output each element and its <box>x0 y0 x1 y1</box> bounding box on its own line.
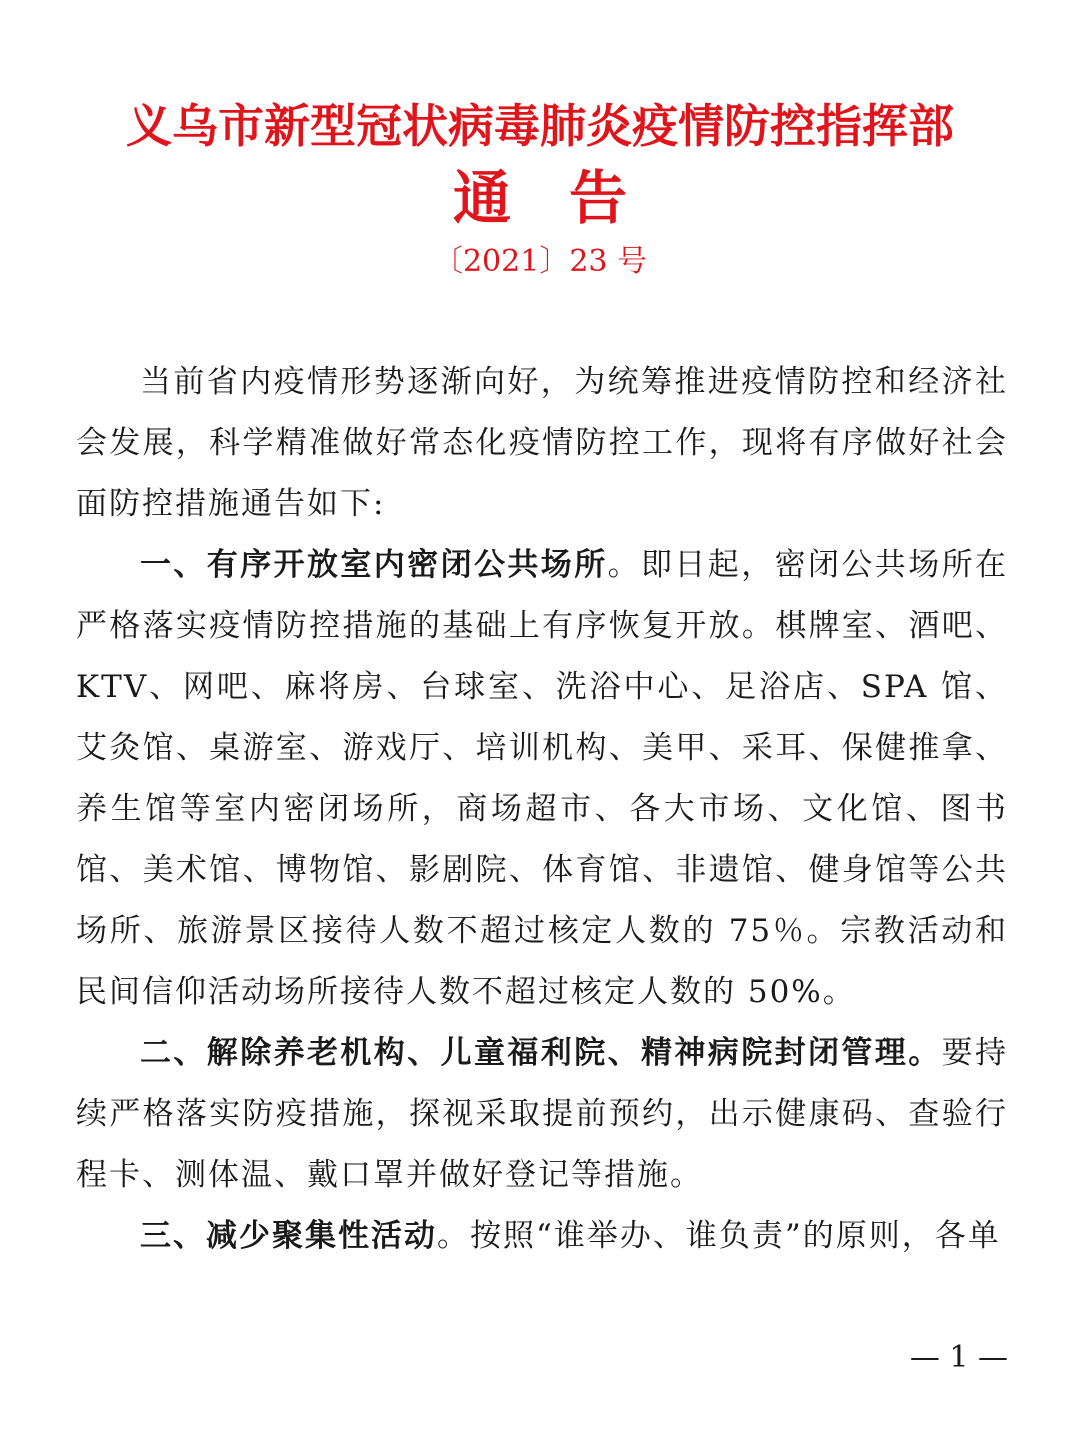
paragraph-1 <box>76 535 1008 1023</box>
paragraph-2-text: 要持续严格落实防疫措施，探视采取提前预约，出示健康码、查验行程卡、测体温、戴口罩并做好登记等措施。 <box>76 1035 1009 1193</box>
document-title: 义乌市新型冠状病毒肺炎疫情防控指挥部 <box>126 99 954 153</box>
document-body <box>76 352 1008 1267</box>
paragraph-2-heading: 二、解除养老机构、儿童福利院、精神病院封闭管理。 <box>140 1035 942 1071</box>
paragraph-1-heading: 一、有序开放室内密闭公共场所 <box>140 547 608 583</box>
page-number: — 1 — <box>909 1340 1008 1375</box>
subtitle-char-1: 通 <box>452 164 511 232</box>
paragraph-3 <box>76 1206 1008 1267</box>
paragraph-3-text: 。按照“谁举办、谁负责”的原则，各单 <box>437 1218 1001 1254</box>
paragraph-3-heading: 三、减少聚集性活动 <box>140 1218 437 1254</box>
paragraph-1-text: 。即日起，密闭公共场所在严格落实疫情防控措施的基础上有序恢复开放。棋牌室、酒吧、KTV、网吧、麻将房、台球室、洗浴中心、足浴店、SPA 馆、艾灸馆、桌游室、游戏厅、培训机构、美甲、采耳、保健推拿、养生馆等室内密闭场所，商场超市、各大市场、文化馆、图书馆、美术馆、博物馆、影剧院、体育馆、非遗馆、健身馆等公共场所、旅游景区接待人数不超过核定人数的 75％。宗教活动和民间信仰活动场所接待人数不超过核定人数的 50%。 <box>76 547 1009 1010</box>
paragraph-2 <box>76 1023 1008 1206</box>
subtitle-char-2: 告 <box>569 164 628 232</box>
paragraph-intro: 当前省内疫情形势逐渐向好，为统筹推进疫情防控和经济社会发展，科学精准做好常态化疫情防控工作，现将有序做好社会面防控措施通告如下: <box>76 364 1008 522</box>
document-subtitle <box>0 160 1080 236</box>
document-number: 〔2021〕23 号 <box>432 244 648 279</box>
